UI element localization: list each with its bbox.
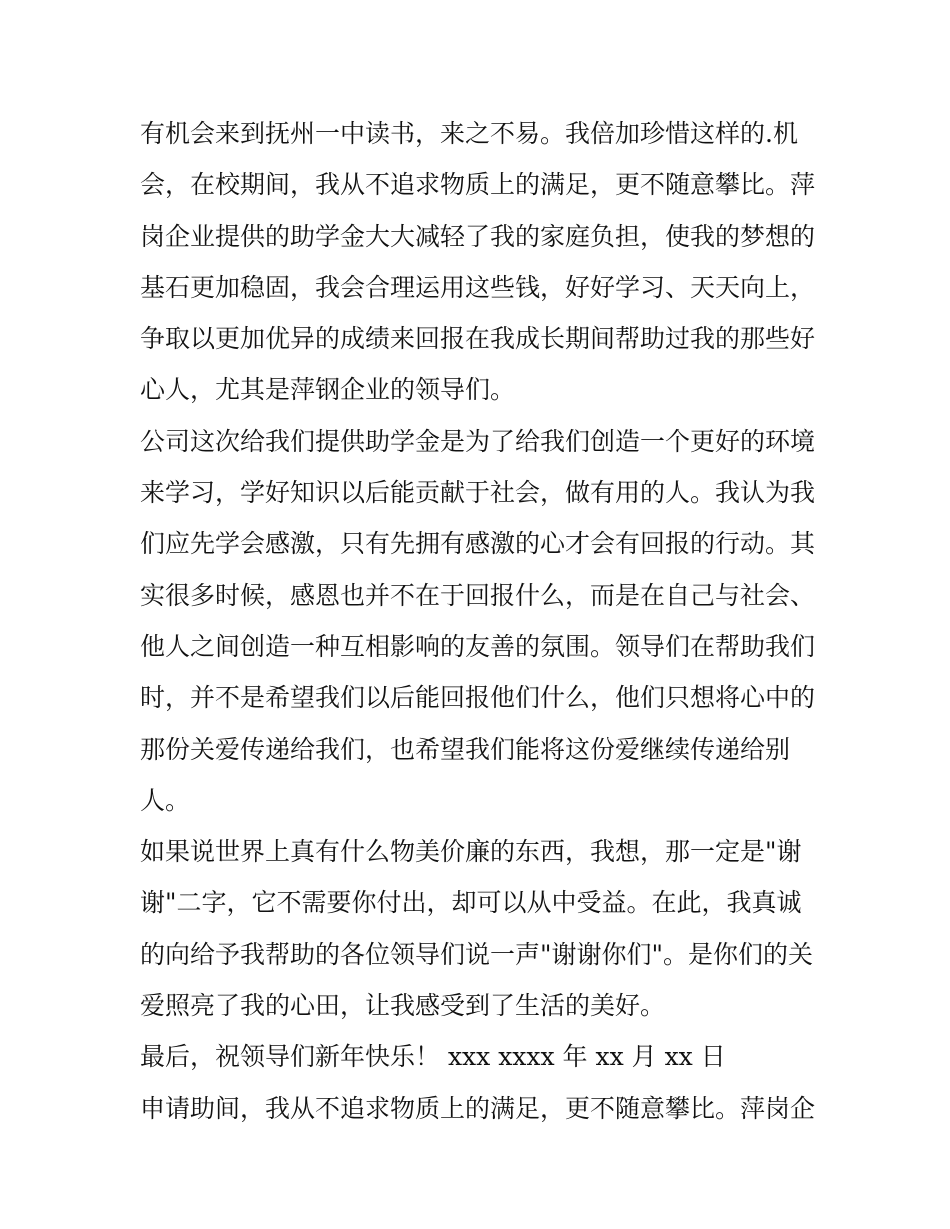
text-line: 那份关爱传递给我们，也希望我们能将这份爱继续传递给别 [140, 734, 791, 764]
text-line: 的向给予我帮助的各位领导们说一声"谢谢你们"。是你们的关 [140, 939, 814, 969]
text-line: 们应先学会感激，只有先拥有感激的心才会有回报的行动。其 [140, 529, 816, 559]
text-line: 心人，尤其是萍钢企业的领导们。 [140, 375, 516, 405]
text-line: 来学习，学好知识以后能贡献于社会，做有用的人。我认为我 [140, 478, 816, 508]
text-line: 有机会来到抚州一中读书，来之不易。我倍加珍惜这样的.机 [140, 119, 798, 148]
text-line: 他人之间创造一种互相影响的友善的氛围。领导们在帮助我们 [140, 631, 816, 661]
text-line: 时，并不是希望我们以后能回报他们什么，他们只想将心中的 [140, 683, 816, 713]
text-line: 人。 [140, 785, 191, 815]
text-line: 谢"二字，它不需要你付出，却可以从中受益。在此，我真诚 [140, 888, 802, 918]
text-line: 岗企业提供的助学金大大减轻了我的家庭负担，使我的梦想的 [140, 221, 816, 251]
text-line: 如果说世界上真有什么物美价廉的东西，我想，那一定是"谢 [140, 837, 802, 867]
text-line: 最后，祝领导们新年快乐！ xxx xxxx 年 xx 月 xx 日 [140, 1042, 726, 1072]
text-line: 基石更加稳固，我会合理运用这些钱，好好学习、天天向上， [140, 272, 816, 302]
document-body [140, 108, 820, 1134]
text-line: 争取以更加优异的成绩来回报在我成长期间帮助过我的那些好 [140, 324, 816, 354]
text-line: 实很多时候，感恩也并不在于回报什么，而是在自己与社会、 [140, 580, 816, 610]
text-line: 公司这次给我们提供助学金是为了给我们创造一个更好的环境 [140, 426, 816, 456]
text-line: 爱照亮了我的心田，让我感受到了生活的美好。 [140, 991, 666, 1021]
text-line: 申请助间，我从不追求物质上的满足，更不随意攀比。萍岗企 [140, 1093, 816, 1123]
text-line: 会，在校期间，我从不追求物质上的满足，更不随意攀比。萍 [140, 170, 816, 200]
